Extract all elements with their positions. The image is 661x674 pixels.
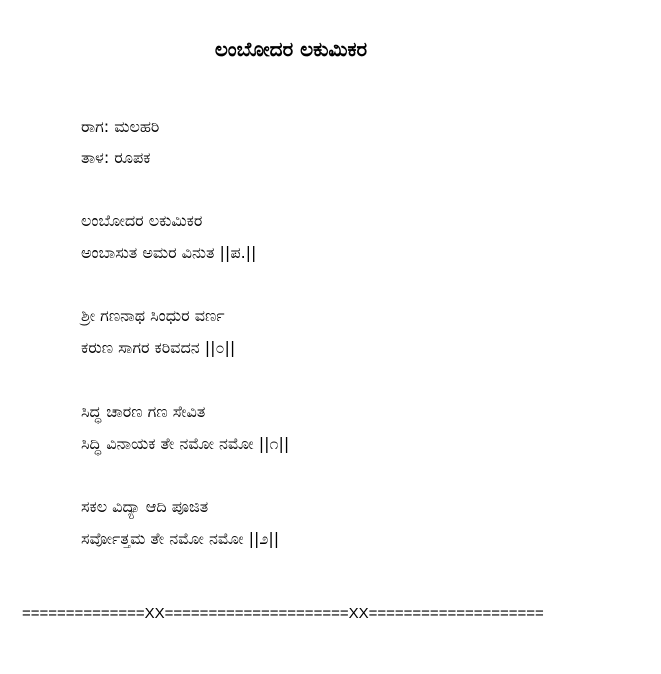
- stanza-1-line-2: ಸಿದ್ಧಿ ವಿನಾಯಕ ತೇ ನಮೋ ನಮೋ ||೧||: [81, 434, 290, 453]
- section-divider: ==============XX=====================XX====================: [22, 605, 544, 622]
- stanza-2-line-1: ಸಕಲ ವಿದ್ಯಾ ಆದಿ ಪೂಜಿತ: [81, 497, 209, 516]
- stanza-1-line-1: ಸಿದ್ಧ ಚಾರಣ ಗಣ ಸೇವಿತ: [81, 402, 206, 421]
- pallavi-line-2: ಅಂಬಾಸುತ ಅಮರ ವಿನುತ ||ಪ.||: [81, 243, 257, 262]
- stanza-0-line-1: ಶ್ರೀ ಗಣನಾಥ ಸಿಂಧುರ ವರ್ಣ: [81, 306, 225, 325]
- stanza-2-line-2: ಸರ್ವೋತ್ತಮ ತೇ ನಮೋ ನಮೋ ||೨||: [81, 529, 280, 548]
- raga-line: ರಾಗ: ಮಲಹರಿ: [81, 117, 160, 136]
- pallavi-line-1: ಲಂಬೋದರ ಲಕುಮಿಕರ: [81, 211, 203, 230]
- stanza-0-line-2: ಕರುಣ ಸಾಗರ ಕರಿವದನ ||೦||: [81, 338, 236, 357]
- song-title: ಲಂಬೋದರ ಲಕುಮಿಕರ: [214, 37, 368, 61]
- tala-line: ತಾಳ: ರೂಪಕ: [81, 148, 151, 167]
